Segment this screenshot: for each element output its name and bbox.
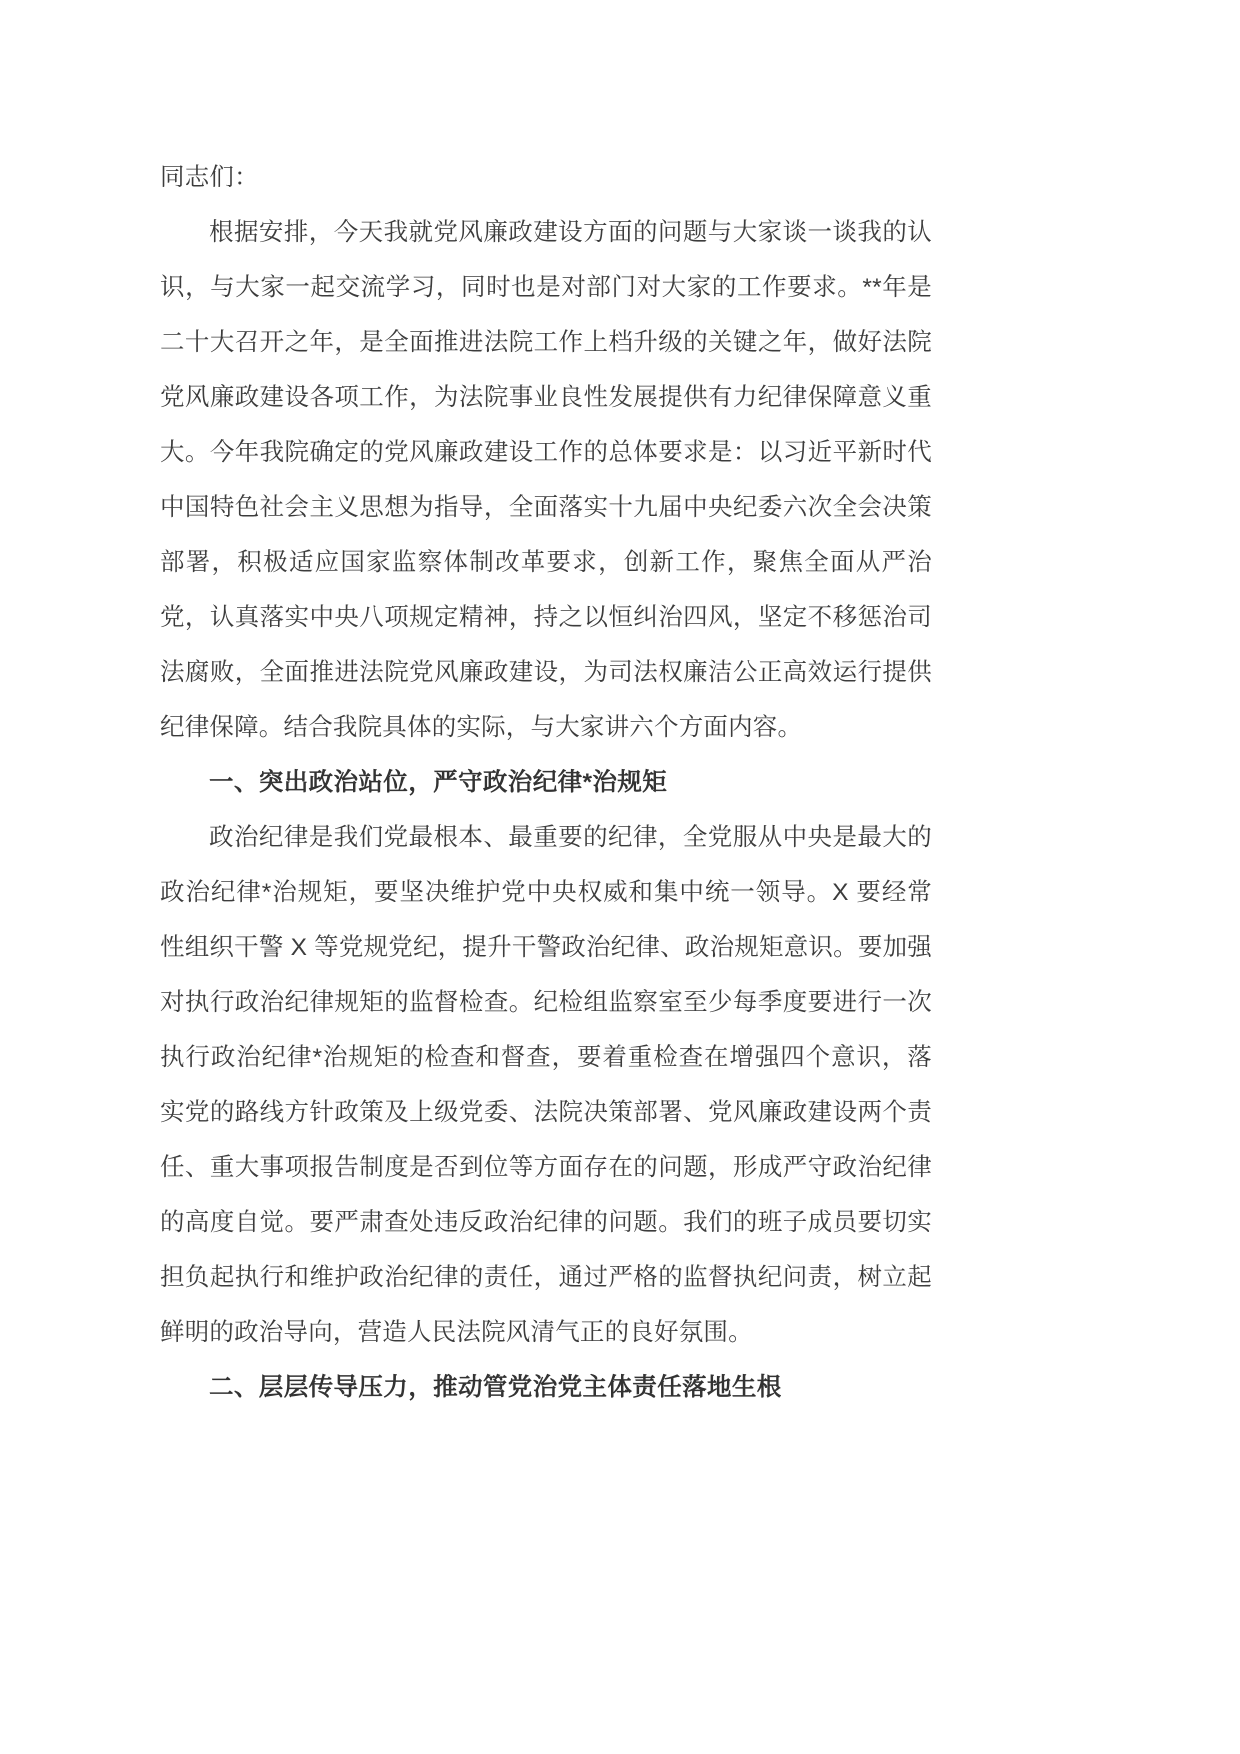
document-body xyxy=(160,150,932,1415)
intro-paragraph: 根据安排，今天我就党风廉政建设方面的问题与大家谈一谈我的认识，与大家一起交流学习，同时也是对部门对大家的工作要求。**年是二十大召开之年，是全面推进法院工作上档升级的关键之年，做好法院党风廉政建设各项工作，为法院事业良性发展提供有力纪律保障意义重大。今年我院确定的党风廉政建设工作的总体要求是：以习近平新时代中国特色社会主义思想为指导，全面落实十九届中央纪委六次全会决策部署，积极适应国家监察体制改革要求，创新工作，聚焦全面从严治党，认真落实中央八项规定精神，持之以恒纠治四风，坚定不移惩治司法腐败，全面推进法院党风廉政建设，为司法权廉洁公正高效运行提供纪律保障。结合我院具体的实际，与大家讲六个方面内容。 xyxy=(160,219,932,741)
section-heading-two: 二、层层传导压力，推动管党治党主体责任落地生根 xyxy=(209,1374,782,1401)
section-heading-one: 一、突出政治站位，严守政治纪律*治规矩 xyxy=(209,769,668,796)
salutation-line: 同志们： xyxy=(160,164,259,191)
section-one-body-paragraph: 政治纪律是我们党最根本、最重要的纪律，全党服从中央是最大的政治纪律*治规矩，要坚决维护党中央权威和集中统一领导。X 要经常性组织干警 X 等党规党纪，提升干警政治纪律、政治规矩意识。要加强对执行政治纪律规矩的监督检查。纪检组监察室至少每季度要进行一次执行政治纪律*治规矩的检查和督查，要着重检查在增强四个意识，落实党的路线方针政策及上级党委、法院决策部署、党风廉政建设两个责任、重大事项报告制度是否到位等方面存在的问题，形成严守政治纪律的高度自觉。要严肃查处违反政治纪律的问题。我们的班子成员要切实担负起执行和维护政治纪律的责任，通过严格的监督执纪问责，树立起鲜明的政治导向，营造人民法院风清气正的良好氛围。 xyxy=(160,824,932,1346)
